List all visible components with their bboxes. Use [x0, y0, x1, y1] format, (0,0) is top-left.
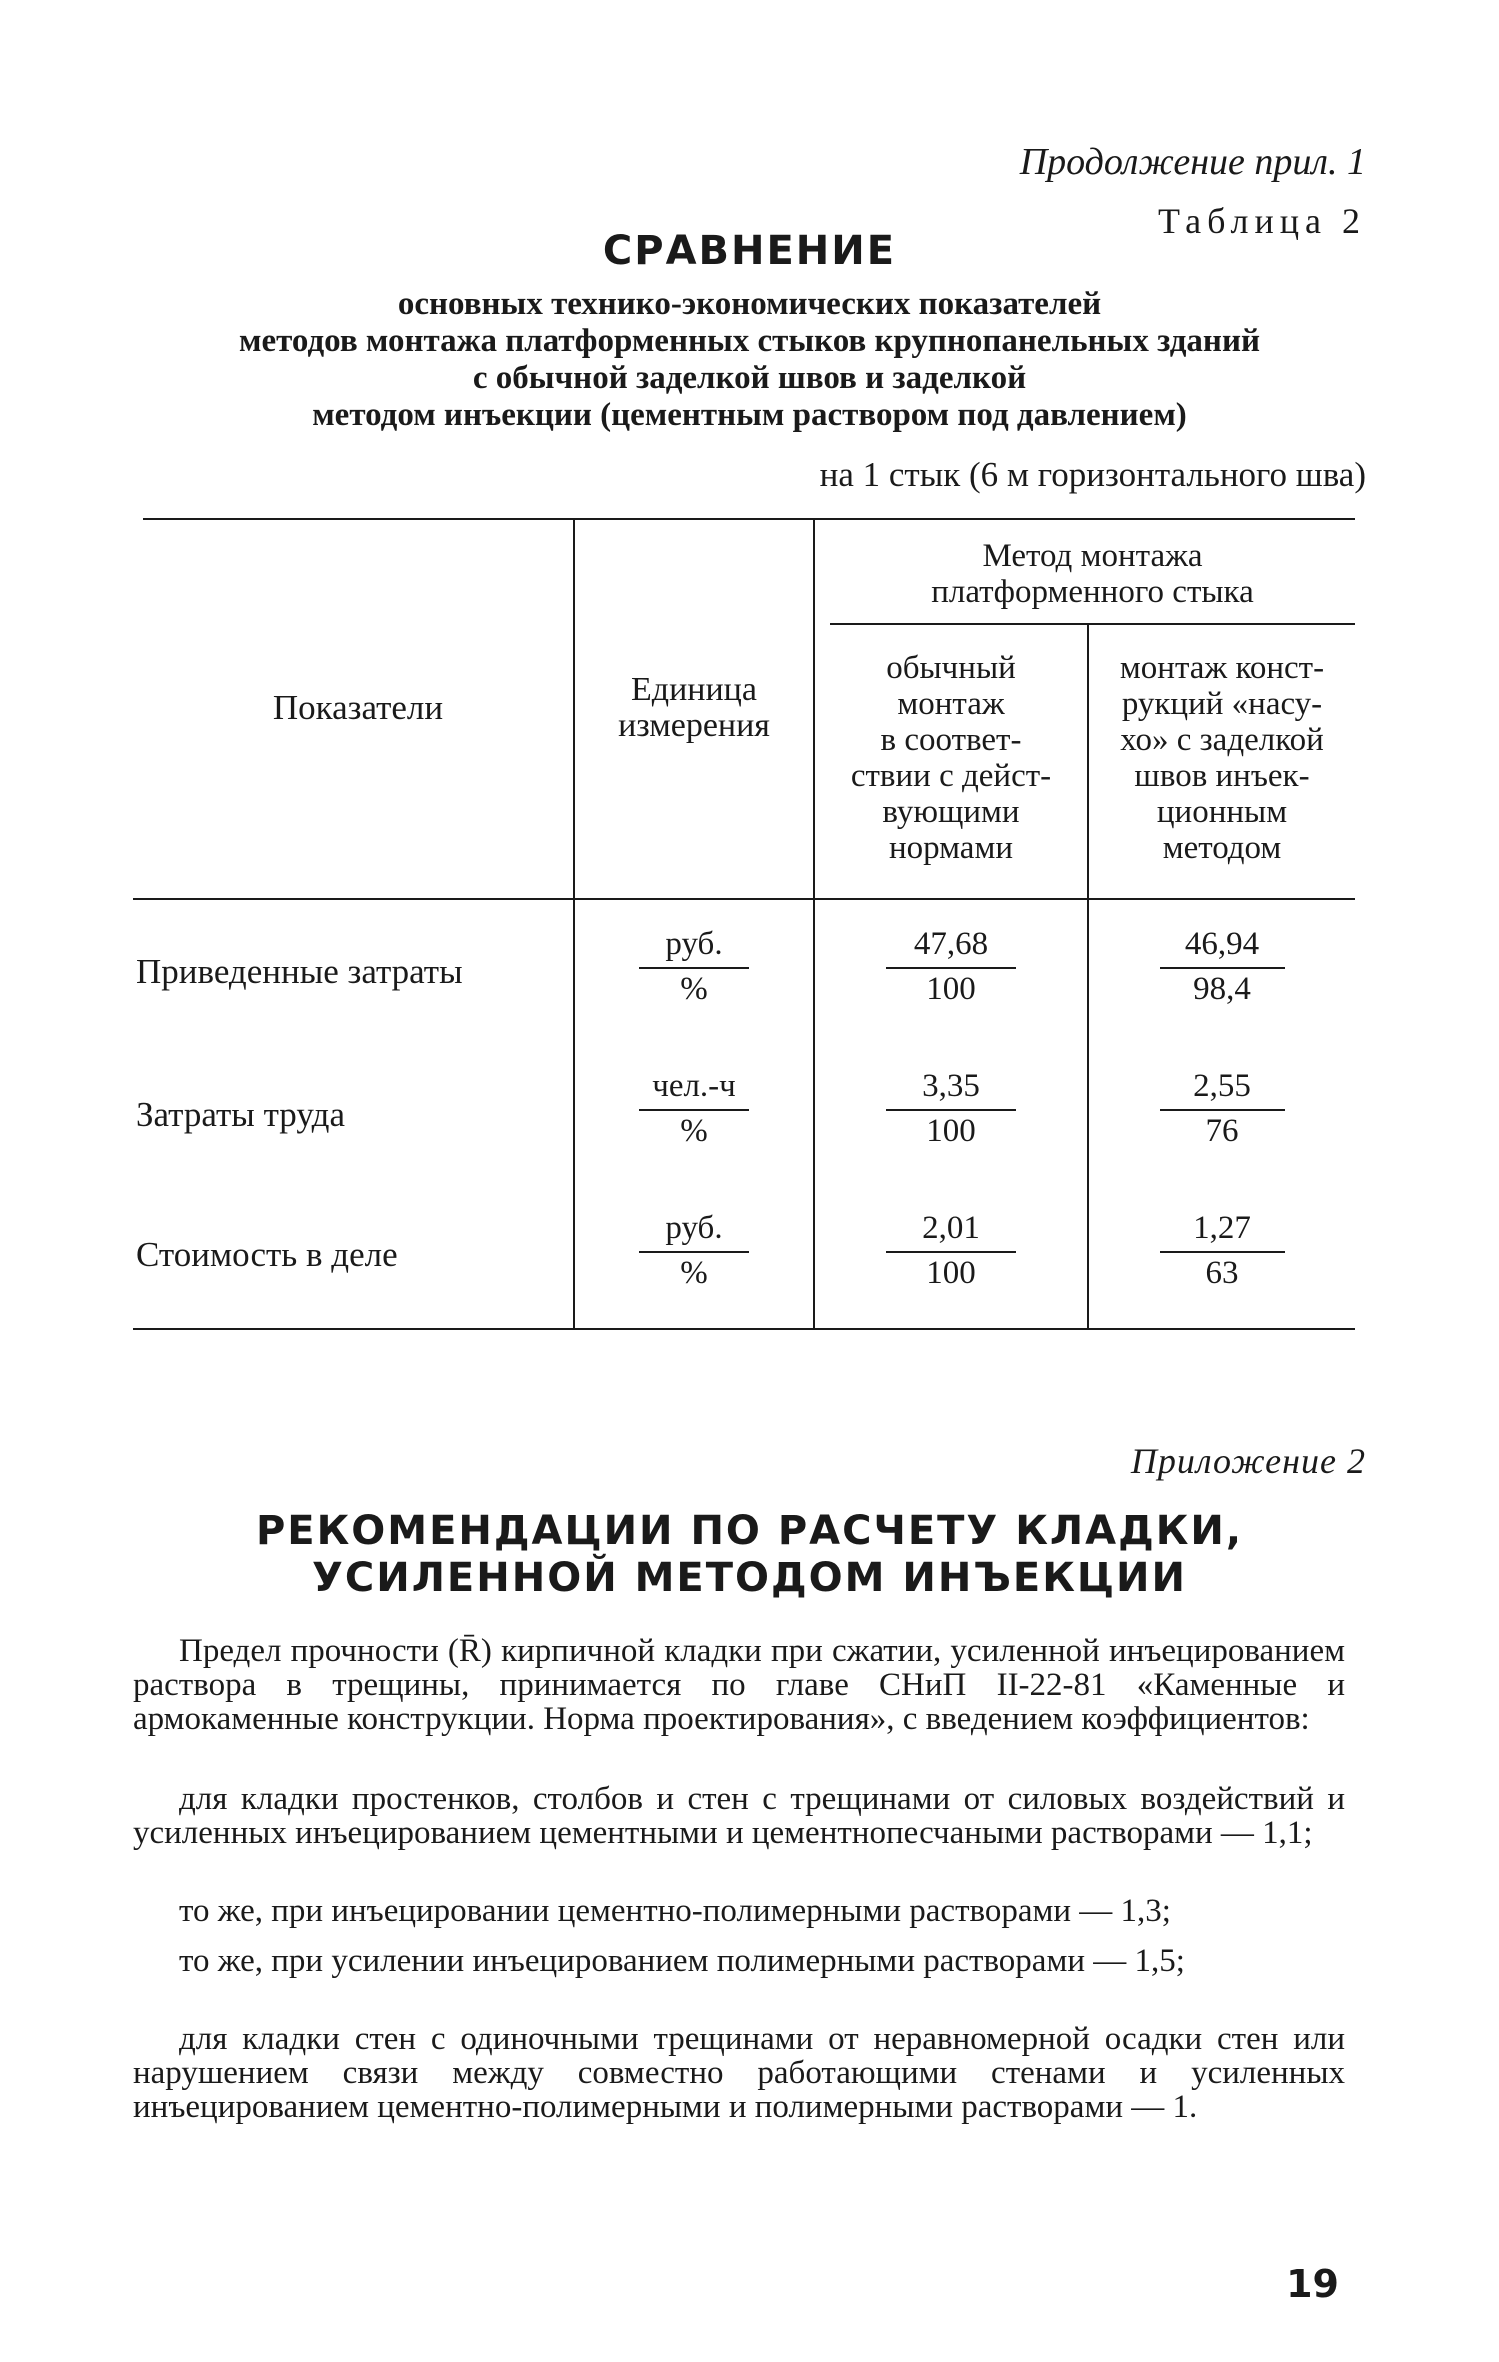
table-subtitle-line: методом инъекции (цементным раствором под давлением) — [312, 397, 1187, 433]
table-subtitle-line: с обычной заделкой швов и заделкой — [472, 360, 1027, 396]
table-header-rule — [133, 898, 1355, 900]
col-header-conventional: обычный монтаж в соответ- ствии с дейст- вующими нормами — [850, 650, 1052, 866]
paragraph: то же, при усилении инъецированием полимерными растворами — 1,5; — [179, 1943, 1185, 1979]
row-unit-fraction: чел.-ч % — [575, 1068, 813, 1150]
table-col-divider — [573, 520, 575, 1328]
row-unit-fraction: руб. % — [575, 1210, 813, 1292]
appendix-label: Приложение 2 — [1130, 1441, 1366, 1481]
continuation-note: Продолжение прил. 1 — [1019, 141, 1366, 183]
page-number: 19 — [1286, 2262, 1339, 2306]
table-bottom-rule — [133, 1328, 1355, 1330]
row-label: Затраты труда — [136, 1095, 345, 1134]
appendix-title-line: РЕКОМЕНДАЦИИ ПО РАСЧЕТУ КЛАДКИ, — [255, 1508, 1244, 1554]
table-subtitle-line: основных технико-экономических показателей — [397, 286, 1102, 322]
appendix-title-line: УСИЛЕННОЙ МЕТОДОМ ИНЪЕКЦИИ — [312, 1555, 1187, 1601]
row-unit-fraction: руб. % — [575, 926, 813, 1008]
paragraph: для кладки простенков, столбов и стен с трещинами от силовых воздействий и усиленных инъецированием цементными и цементнопесчаными растворами — 1,1; — [133, 1781, 1345, 1851]
row-label: Приведенные затраты — [136, 952, 463, 991]
col-header-dry-assembly: монтаж конст- рукций «насу- хо» с заделкой швов инъек- ционным методом — [1119, 650, 1325, 866]
row-dry-fraction: 1,27 63 — [1089, 1210, 1355, 1292]
row-conventional-fraction: 47,68 100 — [815, 926, 1087, 1008]
table-top-rule — [143, 518, 1355, 520]
table-title: СРАВНЕНИЕ — [602, 228, 897, 274]
row-conventional-fraction: 2,01 100 — [815, 1210, 1087, 1292]
row-conventional-fraction: 3,35 100 — [815, 1068, 1087, 1150]
row-dry-fraction: 46,94 98,4 — [1089, 926, 1355, 1008]
row-label: Стоимость в деле — [136, 1235, 398, 1274]
table-group-rule — [830, 623, 1355, 625]
row-dry-fraction: 2,55 76 — [1089, 1068, 1355, 1150]
col-header-indicator: Показатели — [272, 688, 444, 727]
table-col-divider — [813, 520, 815, 1328]
table-number: Таблица 2 — [1158, 201, 1366, 241]
col-header-unit: Единица измерения — [618, 671, 770, 744]
col-header-method-group: Метод монтажа платформенного стыка — [931, 538, 1254, 610]
paragraph: для кладки стен с одиночными трещинами от неравномерной осадки стен или нарушением связи между совместно работающими стенами и усиленных инъецированием цементно-полимерными и полимерными растворами — 1. — [133, 2021, 1345, 2125]
table-subtitle-line: методов монтажа платформенных стыков крупнопанельных зданий — [239, 323, 1260, 359]
paragraph: то же, при инъецировании цементно-полимерными растворами — 1,3; — [179, 1893, 1171, 1929]
paragraph: Предел прочности (R̄) кирпичной кладки при сжатии, усиленной инъецированием раствора в трещины, принимается по главе СНиП II-22-81 «Каменные и армокаменные конструкции. Норма проектирования», с введением коэффициентов: — [133, 1633, 1345, 1737]
table-unit-note: на 1 стык (6 м горизонтального шва) — [819, 455, 1366, 494]
